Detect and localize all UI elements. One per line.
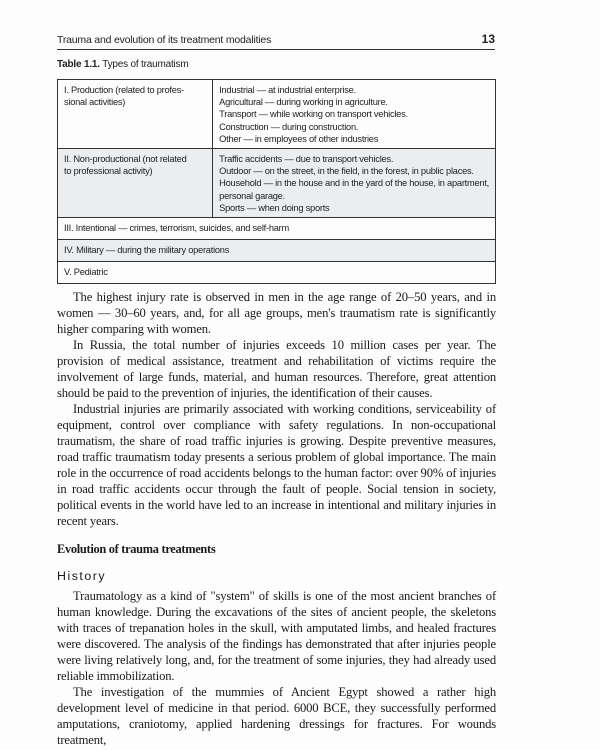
table-cell-details [213, 80, 496, 149]
table-row [58, 240, 496, 262]
paragraph: Industrial injuries are primarily associated with working conditions, serviceability of equipment, control over compliance with safety regulations. In non-occupational traumatism, the share of road traffic injuries is growing. Despite preventive measures, road traffic traumatism today presents a serious problem of global importance. The main role in the occurrence of road accidents belongs to the human factor: over 90% of injuries in road traffic accidents occur through the fault of people. Social tension in society, political events in the world have led to an increase in intentional and military injuries in recent years. [57, 402, 496, 528]
subsection-heading: History [57, 569, 107, 583]
table-row [58, 262, 496, 284]
table-cell-full: III. Intentional — crimes, terrorism, suicides, and self-harm [58, 218, 496, 240]
table-row [58, 149, 496, 218]
cell-line: I. Production (related to profes- [64, 85, 184, 95]
cell-line: Traffic accidents — due to transport vehicles. [219, 154, 394, 165]
paragraph: The investigation of the mummies of Ancient Egypt showed a rather high development level of medicine in that period. 6000 BCE, they successfully performed amputations, craniotomy, applied hardening dressings for fractures. For wounds treatment, [57, 685, 496, 747]
cell-line: sional activities) [64, 97, 126, 108]
cell-line: Agricultural — during working in agriculture. [219, 97, 388, 108]
running-head [57, 33, 495, 50]
running-head-title: Trauma and evolution of its treatment modalities [57, 34, 272, 46]
page-number: 13 [481, 32, 495, 46]
table-cell-full: IV. Military — during the military operations [58, 240, 496, 262]
cell-line: Household — in the house and in the yard of the house, in apartment, [219, 178, 489, 189]
cell-line: Transport — while working on transport vehicles. [219, 109, 408, 120]
table-cell-category [58, 149, 213, 218]
table-row [58, 80, 496, 149]
table-caption [57, 59, 188, 70]
cell-line: Sports — when doing sports [219, 202, 330, 213]
table-cell-details [213, 149, 496, 218]
traumatism-types-table [57, 79, 496, 284]
paragraph: Traumatology as a kind of "system" of skills is one of the most ancient branches of human knowledge. During the excavations of the sites of ancient people, the skeletons with traces of trepanation holes in the skull, with amputated limbs, and healed fractures were discovered. The analysis of the findings has demonstrated that after injuries people were living relatively long, and, for the treatment of some injuries, they had already used reliable immobilization. [57, 589, 496, 683]
cell-line: Construction — during construction. [219, 121, 359, 132]
table-cell-full: V. Pediatric [58, 262, 496, 284]
table-row [58, 218, 496, 240]
section-heading: Evolution of trauma treatments [57, 542, 216, 556]
paragraph: In Russia, the total number of injuries exceeds 10 million cases per year. The provision of medical assistance, treatment and rehabilitation of victims require the involvement of large funds, material, and human resources. Therefore, great attention should be paid to the prevention of injuries, the identification of their causes. [57, 338, 496, 400]
table-caption-text: Types of traumatism [99, 59, 189, 70]
table-cell-category [58, 80, 213, 149]
cell-line: to professional activity) [64, 166, 153, 177]
cell-line: personal garage. [219, 190, 285, 201]
cell-line: Outdoor — on the street, in the field, in the forest, in public places. [219, 166, 474, 177]
paragraph: The highest injury rate is observed in men in the age range of 20–50 years, and in women — 30–60 years, and, for all age groups, men's traumatism rate is significantly higher comparing with women. [57, 290, 496, 336]
cell-line: II. Non-productional (not related [64, 154, 187, 165]
cell-line: Industrial — at industrial enterprise. [219, 85, 356, 95]
table-caption-label: Table 1.1. [57, 59, 100, 70]
body-text [57, 289, 496, 748]
cell-line: Other — in employees of other industries [219, 133, 379, 144]
